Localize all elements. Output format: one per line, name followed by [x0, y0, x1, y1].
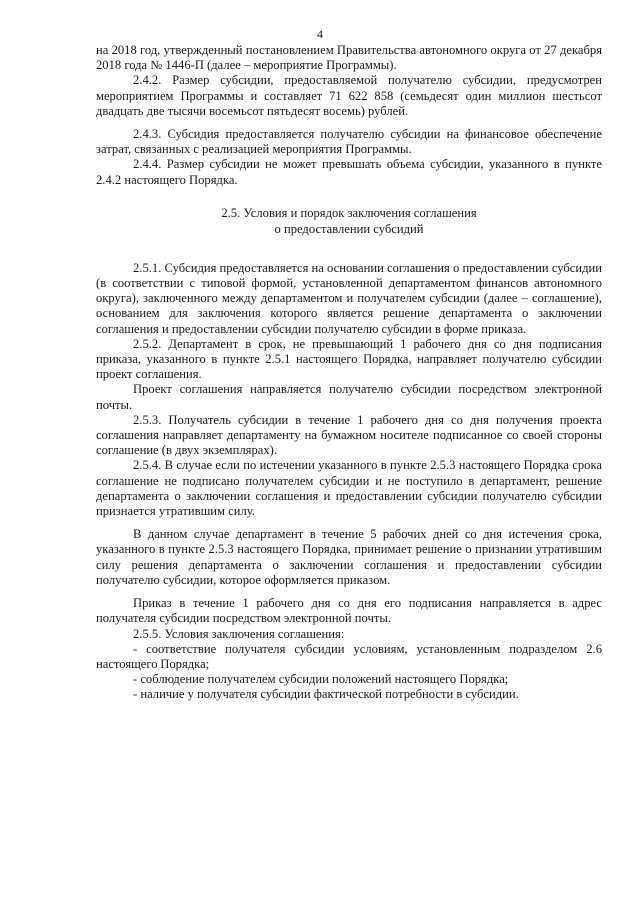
section-heading [96, 205, 602, 238]
paragraph-2-4-4: 2.4.4. Размер субсидии не может превышать объема субсидии, указанного в пункте 2.4.2 настоящего Порядка. [96, 157, 602, 187]
list-item-condition-1: - соответствие получателя субсидии условиям, установленным подразделом 2.6 настоящего Порядка; [96, 641, 602, 671]
list-item-condition-3: - наличие у получателя субсидии фактической потребности в субсидии. [133, 687, 519, 702]
paragraph-email-project: Проект соглашения направляется получателю субсидии посредством электронной почты. [96, 382, 602, 412]
section-heading-line-2: о предоставлении субсидий [274, 222, 424, 237]
paragraph-2-5-2: 2.5.2. Департамент в срок, не превышающий 1 рабочего дня со дня подписания приказа, указанного в пункте 2.5.1 настоящего Порядка, направляет получателю субсидии проект соглашения. [96, 336, 602, 382]
paragraph-2-5-5: 2.5.5. Условия заключения соглашения: [133, 626, 345, 641]
paragraph-continuation: на 2018 год, утвержденный постановлением Правительства автономного округа от 27 декабря 2018 года № 1446-П (далее – мероприятие Программы). [96, 43, 602, 73]
paragraph-invalidation: В данном случае департамент в течение 5 рабочих дней со дня истечения срока, указанного в пункте 2.5.3 настоящего Порядка, принимает решение о признании утратившим силу решения департамента о заключении соглашения и предоставлении субсидии получателю субсидии, которое оформляется приказом. [96, 527, 602, 587]
document-body [96, 43, 602, 703]
section-heading-line-1: 2.5. Условия и порядок заключения соглашения [221, 205, 477, 220]
paragraph-2-5-1: 2.5.1. Субсидия предоставляется на основании соглашения о предоставлении субсидии (в соответствии с типовой формой, установленной департаментом финансов автономного округа), заключенного между департаментом и получателем субсидии (далее – соглашение), основанием для заключения которого является решение департамента о заключении соглашения и предоставлении субсидии получателю субсидии в форме приказа. [96, 260, 602, 336]
list-item-condition-2: - соблюдение получателем субсидии положений настоящего Порядка; [133, 672, 509, 687]
paragraph-order-email: Приказ в течение 1 рабочего дня со дня его подписания направляется в адрес получателя субсидии посредством электронной почты. [96, 596, 602, 626]
paragraph-2-4-3: 2.4.3. Субсидия предоставляется получателю субсидии на финансовое обеспечение затрат, связанных с реализацией мероприятия Программы. [96, 127, 602, 157]
paragraph-2-5-4: 2.5.4. В случае если по истечении указанного в пункте 2.5.3 настоящего Порядка срока соглашение не подписано получателем субсидии и не поступило в департамент, решение департамента о заключении соглашения и предоставлении субсидии получателю субсидии признается утратившим силу. [96, 458, 602, 519]
paragraph-2-5-3: 2.5.3. Получатель субсидии в течение 1 рабочего дня со дня получения проекта соглашения направляет департаменту на бумажном носителе подписанное со своей стороны соглашение (в двух экземплярах). [96, 412, 602, 458]
paragraph-2-4-2: 2.4.2. Размер субсидии, предоставляемой получателю субсидии, предусмотрен мероприятием Программы и составляет 71 622 858 (семьдесят один миллион шестьсот двадцать две тысячи восемьсот пятьдесят восемь) рублей. [96, 73, 602, 118]
page-number: 4 [317, 27, 323, 41]
